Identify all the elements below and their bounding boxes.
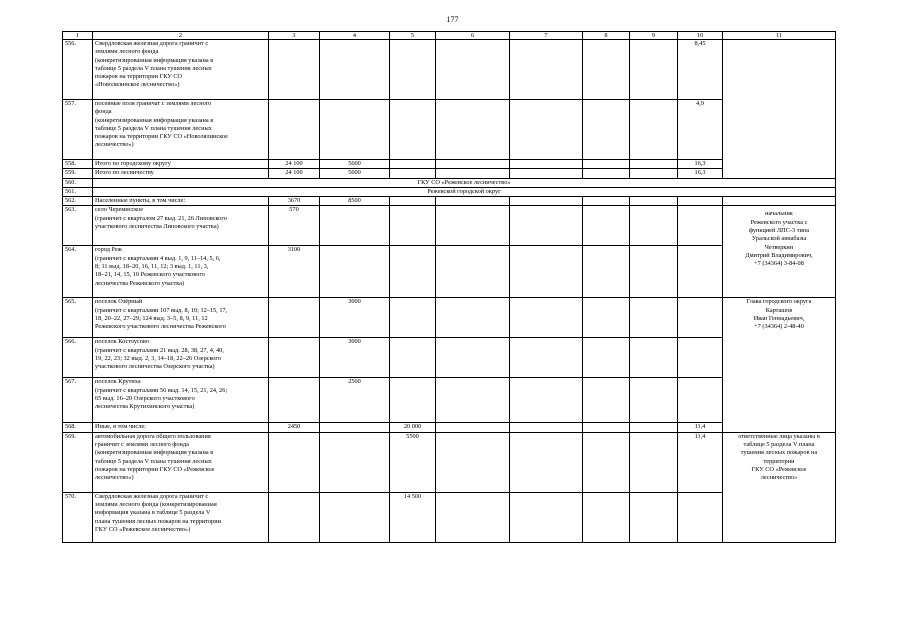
row-description: Итого по лесничеству — [93, 169, 269, 178]
table-row — [63, 187, 836, 196]
section-title: Режевской городской округ — [93, 187, 836, 196]
column-number: 3 — [269, 32, 320, 40]
table-row — [63, 206, 836, 246]
row-description: поселок Костоусово (граничит с кварталами 21 выд. 28, 38, 27, 4, 40, 19, 22, 23; 32 выд. 2, 3, 14–18, 22–26 Озерского участкового лесничества Озерского участка) — [93, 338, 269, 378]
value-col4: 3000 — [320, 338, 390, 378]
column-number-row — [63, 32, 836, 40]
row-number: 565. — [63, 298, 93, 338]
row-description: Свердловская железная дорога граничит с землями лесного фонда (конкретизированная информация указана в таблице 5 раздела V плана тушения лесных пожаров на территории ГКУ СО «Режевское лесничество») — [93, 492, 269, 542]
row-number: 566. — [63, 338, 93, 378]
row-number: 560. — [63, 178, 93, 187]
column-number: 8 — [583, 32, 630, 40]
value-col4: 8500 — [320, 197, 390, 206]
table-row — [63, 160, 836, 169]
table-row — [63, 338, 836, 378]
row-description: село Черемисское (граничит с кварталом 27 выд. 21, 26 Липовского участкового лесничества Липовского участка) — [93, 206, 269, 246]
value-col5: 14 500 — [390, 492, 436, 542]
responsible-chief: начальник Режевского участка с функцией ЛПС-3 типа Уральской авиабазы Четверкин Дмитрий Владимирович, +7 (34364) 3-84-08 — [723, 206, 836, 298]
value-col10: 4,9 — [678, 100, 723, 160]
column-number: 9 — [630, 32, 678, 40]
responsible-persons: ответственные лица указаны в таблице 5 раздела V плана тушения лесных пожаров на территории ГКУ СО «Режевское лесничество» — [723, 432, 836, 542]
column-number: 1 — [63, 32, 93, 40]
value-col4: 5600 — [320, 160, 390, 169]
row-description: посевные поля граничат с землями лесного фонда (конкретизированная информация указана в таблице 5 раздела V плана тушения лесных пожаров на территории ГКУ СО «Новолялинское лесничество») — [93, 100, 269, 160]
value-col10: 11,4 — [678, 423, 723, 432]
row-description: Итого по городскому округу — [93, 160, 269, 169]
column-number: 2 — [93, 32, 269, 40]
value-col4: 5600 — [320, 169, 390, 178]
value-col3: 24 100 — [269, 160, 320, 169]
row-description: поселок Озёрный (граничит с кварталами 107 выд. 8, 10; 12–15, 17, 18, 20–22, 27–29; 124 выд. 3–5, 8, 9, 11, 12 Режевского участкового лесничества Режевского — [93, 298, 269, 338]
value-col3: 3670 — [269, 197, 320, 206]
row-number: 557. — [63, 100, 93, 160]
column-number: 4 — [320, 32, 390, 40]
row-number: 563. — [63, 206, 93, 246]
row-description: автомобильная дорога общего пользования граничит с землями лесного фонда (конкретизированная информация указана в таблице 5 раздела V плана тушения лесных пожаров на территории ГКУ СО «Режевское лесничество») — [93, 432, 269, 492]
value-col3: 570 — [269, 206, 320, 246]
value-col10: 8,45 — [678, 40, 723, 100]
value-col3: 24 100 — [269, 169, 320, 178]
row-description: Иные, в том числе: — [93, 423, 269, 432]
column-number: 11 — [723, 32, 836, 40]
row-number: 564. — [63, 246, 93, 298]
table-row — [63, 197, 836, 206]
row-number: 568. — [63, 423, 93, 432]
row-number: 561. — [63, 187, 93, 196]
table-row — [63, 40, 836, 100]
row-description: город Реж (граничит с кварталами 4 выд. 1, 9, 11–14, 5, 6, 8; 11 выд. 18–20, 16, 11, 12; 3 выд. 1, 11, 3, 18–21, 14, 15, 10 Режевского участкового лесничества Режевского участка) — [93, 246, 269, 298]
table-row — [63, 169, 836, 178]
row-number: 556. — [63, 40, 93, 100]
value-col10: 16,3 — [678, 160, 723, 169]
value-col5: 5500 — [390, 432, 436, 492]
row-description: Населенные пункты, в том числе: — [93, 197, 269, 206]
value-col4: 2500 — [320, 378, 390, 423]
column-number: 7 — [510, 32, 583, 40]
value-col5: 20 000 — [390, 423, 436, 432]
row-description: Свердловская железная дорога граничит с землями лесного фонда (конкретизированная информация указана в таблице 5 раздела V плана тушения лесных пожаров на территории ГКУ СО «Новолялинское лесничество») — [93, 40, 269, 100]
data-table — [62, 31, 836, 543]
responsible-head: Глава городского округа Карташов Иван Геннадьевич, +7 (34364) 2-48-40 — [723, 298, 836, 432]
table-row — [63, 378, 836, 423]
value-col4: 3000 — [320, 298, 390, 338]
row-number: 559. — [63, 169, 93, 178]
column-number: 5 — [390, 32, 436, 40]
value-col3: 2450 — [269, 423, 320, 432]
table-row — [63, 100, 836, 160]
table-row — [63, 246, 836, 298]
value-col10: 16,3 — [678, 169, 723, 178]
column-number: 6 — [436, 32, 510, 40]
row-number: 567. — [63, 378, 93, 423]
table-row — [63, 423, 836, 432]
row-description: поселок Крутиха (граничит с кварталами 56 выд. 14, 15, 21, 24, 26; 65 выд. 16–20 Озерского участкового лесничества Крутихинского участка) — [93, 378, 269, 423]
table-row — [63, 178, 836, 187]
row-number: 569. — [63, 432, 93, 492]
row-number: 558. — [63, 160, 93, 169]
table-row — [63, 492, 836, 542]
row-number: 570. — [63, 492, 93, 542]
table-row — [63, 432, 836, 492]
section-title: ГКУ СО «Режевское лесничество» — [93, 178, 836, 187]
page-number: 177 — [446, 15, 459, 24]
column-number: 10 — [678, 32, 723, 40]
value-col3: 3100 — [269, 246, 320, 298]
row-number: 562. — [63, 197, 93, 206]
table-row — [63, 298, 836, 338]
value-col10: 11,4 — [678, 432, 723, 492]
